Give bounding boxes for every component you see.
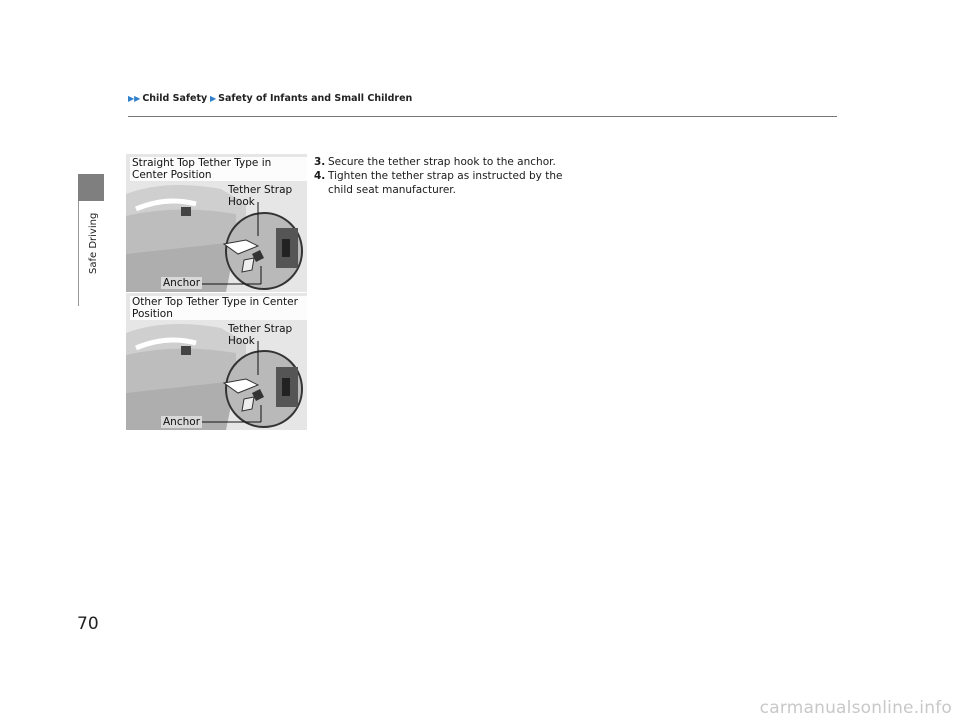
header-divider [128, 116, 837, 117]
breadcrumb-item-child-safety[interactable]: Child Safety [142, 93, 208, 104]
step-number: 4. [314, 170, 326, 182]
anchor-label: Anchor [163, 277, 201, 289]
section-label: Safe Driving [88, 212, 99, 274]
section-tab-marker [78, 174, 104, 201]
page-number: 70 [77, 614, 99, 634]
figure-straight-tether [126, 154, 307, 292]
breadcrumb-arrow-icon: ▶ [207, 94, 217, 103]
figure-other-tether [126, 293, 307, 430]
tether-strap-hook-label: Tether Strap Hook [228, 184, 293, 208]
section-tab-line [78, 201, 79, 306]
watermark: carmanualsonline.info [759, 698, 952, 718]
breadcrumb-item-safety-infants[interactable]: Safety of Infants and Small Children [218, 93, 413, 104]
step-text: Secure the tether strap hook to the anchor. [328, 156, 556, 168]
instruction-steps [314, 155, 584, 197]
step-item [314, 155, 584, 169]
tether-strap-hook-label: Tether Strap Hook [228, 323, 293, 347]
step-item [314, 169, 584, 197]
anchor-label: Anchor [163, 416, 201, 428]
breadcrumb [128, 93, 412, 104]
step-text: Tighten the tether strap as instructed by the child seat manufacturer. [328, 170, 563, 196]
figure-title: Other Top Tether Type in Center Position [130, 296, 307, 320]
breadcrumb-arrow-icon: ▶▶ [128, 94, 141, 103]
figure-title: Straight Top Tether Type in Center Position [130, 157, 307, 181]
step-number: 3. [314, 156, 326, 168]
